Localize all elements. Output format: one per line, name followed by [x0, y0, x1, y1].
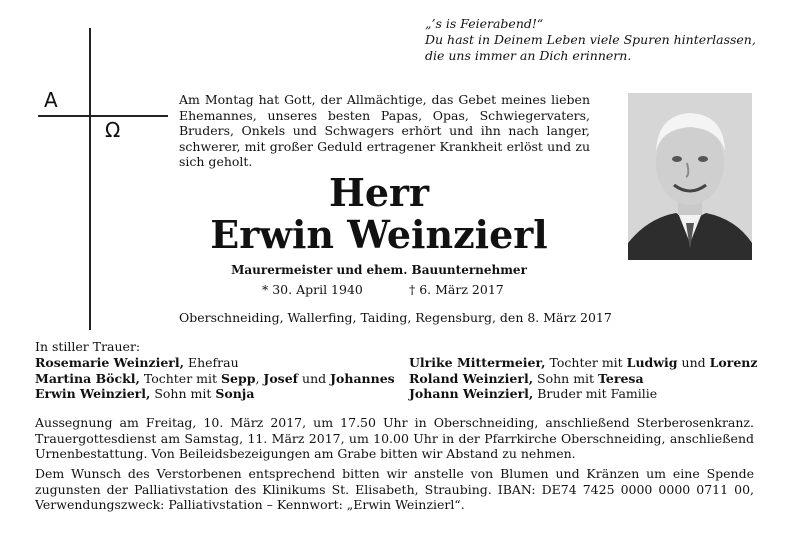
mourner-relation: Bruder mit Familie	[533, 386, 658, 401]
mourner-row	[409, 371, 757, 387]
relative-name: Teresa	[598, 370, 644, 386]
separator: ,	[255, 370, 264, 386]
motto-line: Du hast in Deinem Leben viele Spuren hinterlassen,	[425, 32, 756, 47]
salutation: Herr	[328, 170, 430, 215]
deceased-name-block	[179, 172, 579, 256]
portrait-illustration	[628, 93, 752, 260]
motto-line: die uns immer an Dich erinnern.	[425, 48, 632, 63]
alpha-symbol: A	[44, 88, 58, 112]
mourner-name: Ulrike Mittermeier,	[409, 355, 546, 370]
relative-name: Ludwig	[626, 355, 678, 370]
donation-notice: Dem Wunsch des Verstorbenen entsprechend bitten wir anstelle von Blumen und Kränzen um eine Spende zugunsten der Palliativstation des Klinikums St. Elisabeth, Straubing. IBAN: DE74 7425 0000 0000 0711 00, Verwendungszweck: Palliativstation – Kennwort: „Erwin Weinzierl“.	[35, 466, 754, 512]
death-date: † 6. März 2017	[409, 282, 504, 297]
mourners-heading: In stiller Trauer:	[35, 339, 141, 354]
relative-name: Lorenz	[709, 355, 758, 370]
relative-name: Sonja	[215, 386, 255, 401]
deceased-name: Erwin Weinzierl	[210, 212, 548, 257]
mourner-row	[35, 355, 395, 371]
intro-text: Am Montag hat Gott, der Allmächtige, das Gebet meines lieben Ehemannes, unseres besten Papas, Opas, Schwiegervaters, Bruders, Onkels und Schwagers erhört und ihn nach langer, schwerer, mit großer Geduld ertragener Krankheit erlöst und zu sich geholt.	[179, 92, 590, 169]
mourner-name: Rosemarie Weinzierl,	[35, 355, 184, 370]
mourner-row	[35, 386, 395, 402]
mourner-relation: Tochter mit	[545, 355, 627, 370]
profession: Maurermeister und ehem. Bauunternehmer	[231, 263, 527, 277]
separator: und	[677, 355, 710, 370]
mourner-row	[409, 386, 757, 402]
separator: und	[298, 370, 331, 386]
funeral-notice: Aussegnung am Freitag, 10. März 2017, um 17.50 Uhr in Oberschneiding, anschließend Sterberosenkranz. Trauergottesdienst am Samstag, 11. März 2017, um 10.00 Uhr in der Pfarrkirche Oberschneiding, anschließend Urnenbestattung. Von Beileidsbezeigungen am Grabe bitten wir Abstand zu nehmen.	[35, 415, 754, 461]
place-and-date: Oberschneiding, Wallerfing, Taiding, Regensburg, den 8. März 2017	[179, 310, 612, 325]
mourners-right-column	[409, 355, 757, 402]
birth-date: * 30. April 1940	[262, 282, 363, 297]
motto	[425, 16, 765, 64]
relative-name: Josef	[263, 370, 299, 386]
mourner-name: Johann Weinzierl,	[409, 386, 534, 401]
cross-horizontal-bar	[38, 115, 168, 117]
mourner-relation: Sohn mit	[533, 370, 599, 386]
mourner-name: Erwin Weinzierl,	[35, 386, 151, 401]
motto-line: „’s is Feierabend!“	[425, 16, 544, 31]
mourner-relation: Ehefrau	[183, 355, 239, 370]
mourner-row	[35, 371, 395, 387]
relative-name: Johannes	[330, 370, 395, 386]
omega-symbol: Ω	[105, 118, 121, 142]
mourners-left-column	[35, 355, 395, 402]
cross-vertical-bar	[89, 28, 91, 330]
mourner-relation: Tochter mit	[139, 370, 221, 386]
relative-name: Sepp	[221, 370, 256, 386]
mourner-name: Martina Böckl,	[35, 370, 140, 386]
mourner-relation: Sohn mit	[150, 386, 216, 401]
mourner-name: Roland Weinzierl,	[409, 370, 534, 386]
mourner-row	[409, 355, 757, 371]
portrait-photo	[628, 93, 752, 260]
